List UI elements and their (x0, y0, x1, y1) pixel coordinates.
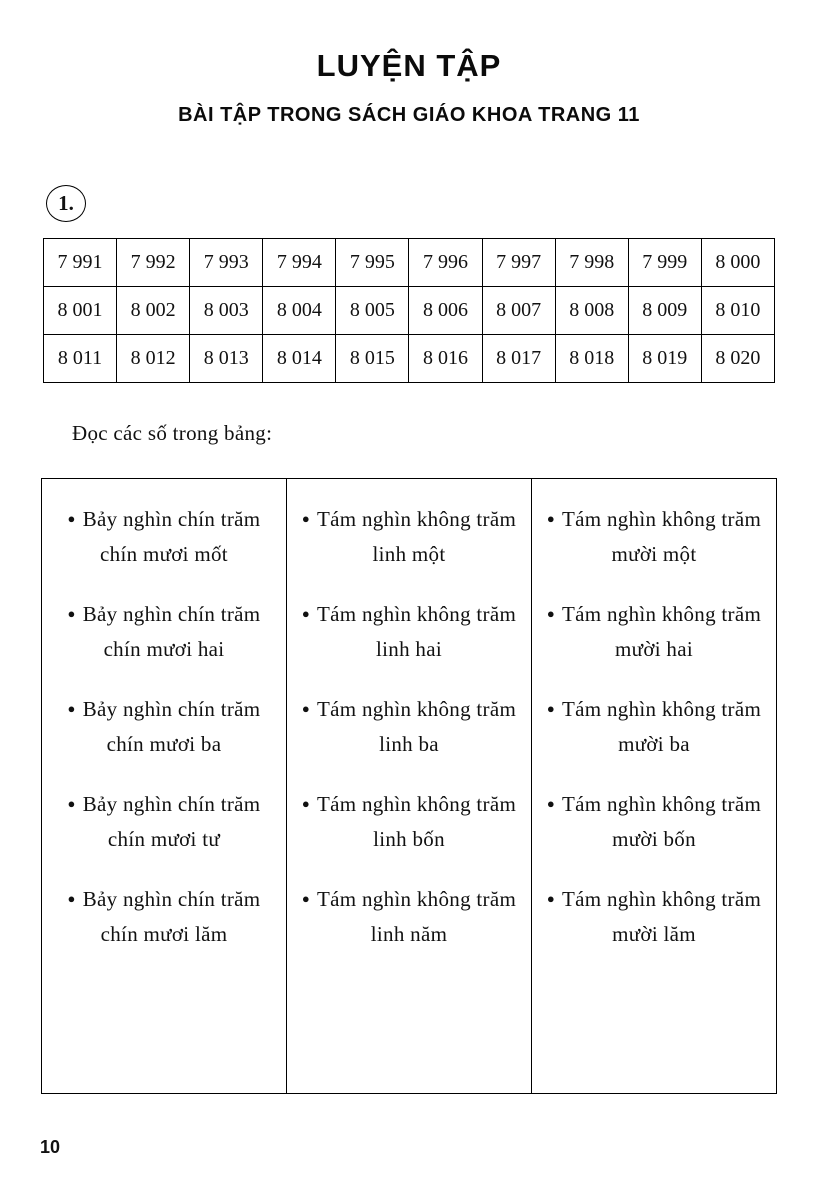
page-title: LUYỆN TẬP (316, 48, 502, 83)
number-table-row (44, 287, 775, 335)
bullet-icon: ● (67, 701, 76, 716)
reading-item: ● Tám nghìn không trăm mười hai (542, 596, 766, 667)
bullet-icon: ● (301, 606, 311, 621)
number-cell: 8 001 (44, 287, 117, 335)
number-cell: 8 005 (336, 287, 409, 335)
reading-item: ● Tám nghìn không trăm mười một (542, 501, 766, 572)
number-cell: 8 008 (555, 287, 628, 335)
page-header (0, 0, 818, 127)
number-cell: 8 003 (190, 287, 263, 335)
number-cell: 8 016 (409, 335, 482, 383)
reading-item: ● Bảy nghìn chín trăm chín mươi ba (52, 691, 276, 762)
exercise-number-badge: 1. (46, 185, 86, 222)
number-cell: 7 994 (263, 239, 336, 287)
number-cell: 7 999 (628, 239, 701, 287)
number-cell: 8 012 (117, 335, 190, 383)
number-table-row (44, 335, 775, 383)
number-cell: 8 017 (482, 335, 555, 383)
number-cell: 7 992 (117, 239, 190, 287)
reading-box (41, 478, 777, 1094)
number-table-body (44, 239, 775, 383)
number-cell: 8 013 (190, 335, 263, 383)
reading-item: ● Tám nghìn không trăm linh năm (297, 881, 521, 952)
number-cell: 8 019 (628, 335, 701, 383)
reading-item: ● Tám nghìn không trăm mười ba (542, 691, 766, 762)
number-cell: 8 007 (482, 287, 555, 335)
number-cell: 8 010 (701, 287, 774, 335)
number-cell: 7 991 (44, 239, 117, 287)
bullet-icon: ● (301, 796, 311, 811)
bullet-icon: ● (546, 796, 556, 811)
exercise-number-row (46, 185, 818, 222)
bullet-icon: ● (301, 701, 311, 716)
bullet-icon: ● (67, 511, 76, 526)
bullet-icon: ● (546, 511, 556, 526)
bullet-icon: ● (546, 701, 556, 716)
number-cell: 8 011 (44, 335, 117, 383)
page-subtitle: BÀI TẬP TRONG SÁCH GIÁO KHOA TRANG 11 (178, 104, 640, 126)
bullet-icon: ● (546, 606, 556, 621)
number-cell: 8 004 (263, 287, 336, 335)
number-cell: 8 014 (263, 335, 336, 383)
bullet-icon: ● (67, 606, 76, 621)
reading-column (42, 479, 286, 1093)
reading-item: ● Bảy nghìn chín trăm chín mươi hai (52, 596, 276, 667)
reading-item: ● Bảy nghìn chín trăm chín mươi tư (52, 786, 276, 857)
instruction-text: Đọc các số trong bảng: (72, 421, 273, 445)
number-cell: 8 020 (701, 335, 774, 383)
number-table (43, 238, 775, 383)
number-cell: 7 993 (190, 239, 263, 287)
reading-item: ● Tám nghìn không trăm linh ba (297, 691, 521, 762)
bullet-icon: ● (301, 511, 311, 526)
number-cell: 7 998 (555, 239, 628, 287)
number-cell: 8 000 (701, 239, 774, 287)
bullet-icon: ● (301, 891, 311, 906)
number-cell: 8 006 (409, 287, 482, 335)
number-cell: 7 996 (409, 239, 482, 287)
reading-item: ● Bảy nghìn chín trăm chín mươi lăm (52, 881, 276, 952)
reading-item: ● Tám nghìn không trăm mười bốn (542, 786, 766, 857)
bullet-icon: ● (546, 891, 556, 906)
number-cell: 7 997 (482, 239, 555, 287)
reading-item: ● Tám nghìn không trăm mười lăm (542, 881, 766, 952)
number-table-row (44, 239, 775, 287)
reading-item: ● Tám nghìn không trăm linh bốn (297, 786, 521, 857)
reading-column (286, 479, 531, 1093)
number-cell: 8 015 (336, 335, 409, 383)
bullet-icon: ● (67, 891, 76, 906)
number-cell: 8 018 (555, 335, 628, 383)
reading-item: ● Tám nghìn không trăm linh một (297, 501, 521, 572)
number-cell: 8 002 (117, 287, 190, 335)
number-cell: 7 995 (336, 239, 409, 287)
reading-item: ● Tám nghìn không trăm linh hai (297, 596, 521, 667)
reading-column (531, 479, 776, 1093)
bullet-icon: ● (67, 796, 76, 811)
number-cell: 8 009 (628, 287, 701, 335)
reading-item: ● Bảy nghìn chín trăm chín mươi mốt (52, 501, 276, 572)
page-number: 10 (40, 1137, 61, 1157)
